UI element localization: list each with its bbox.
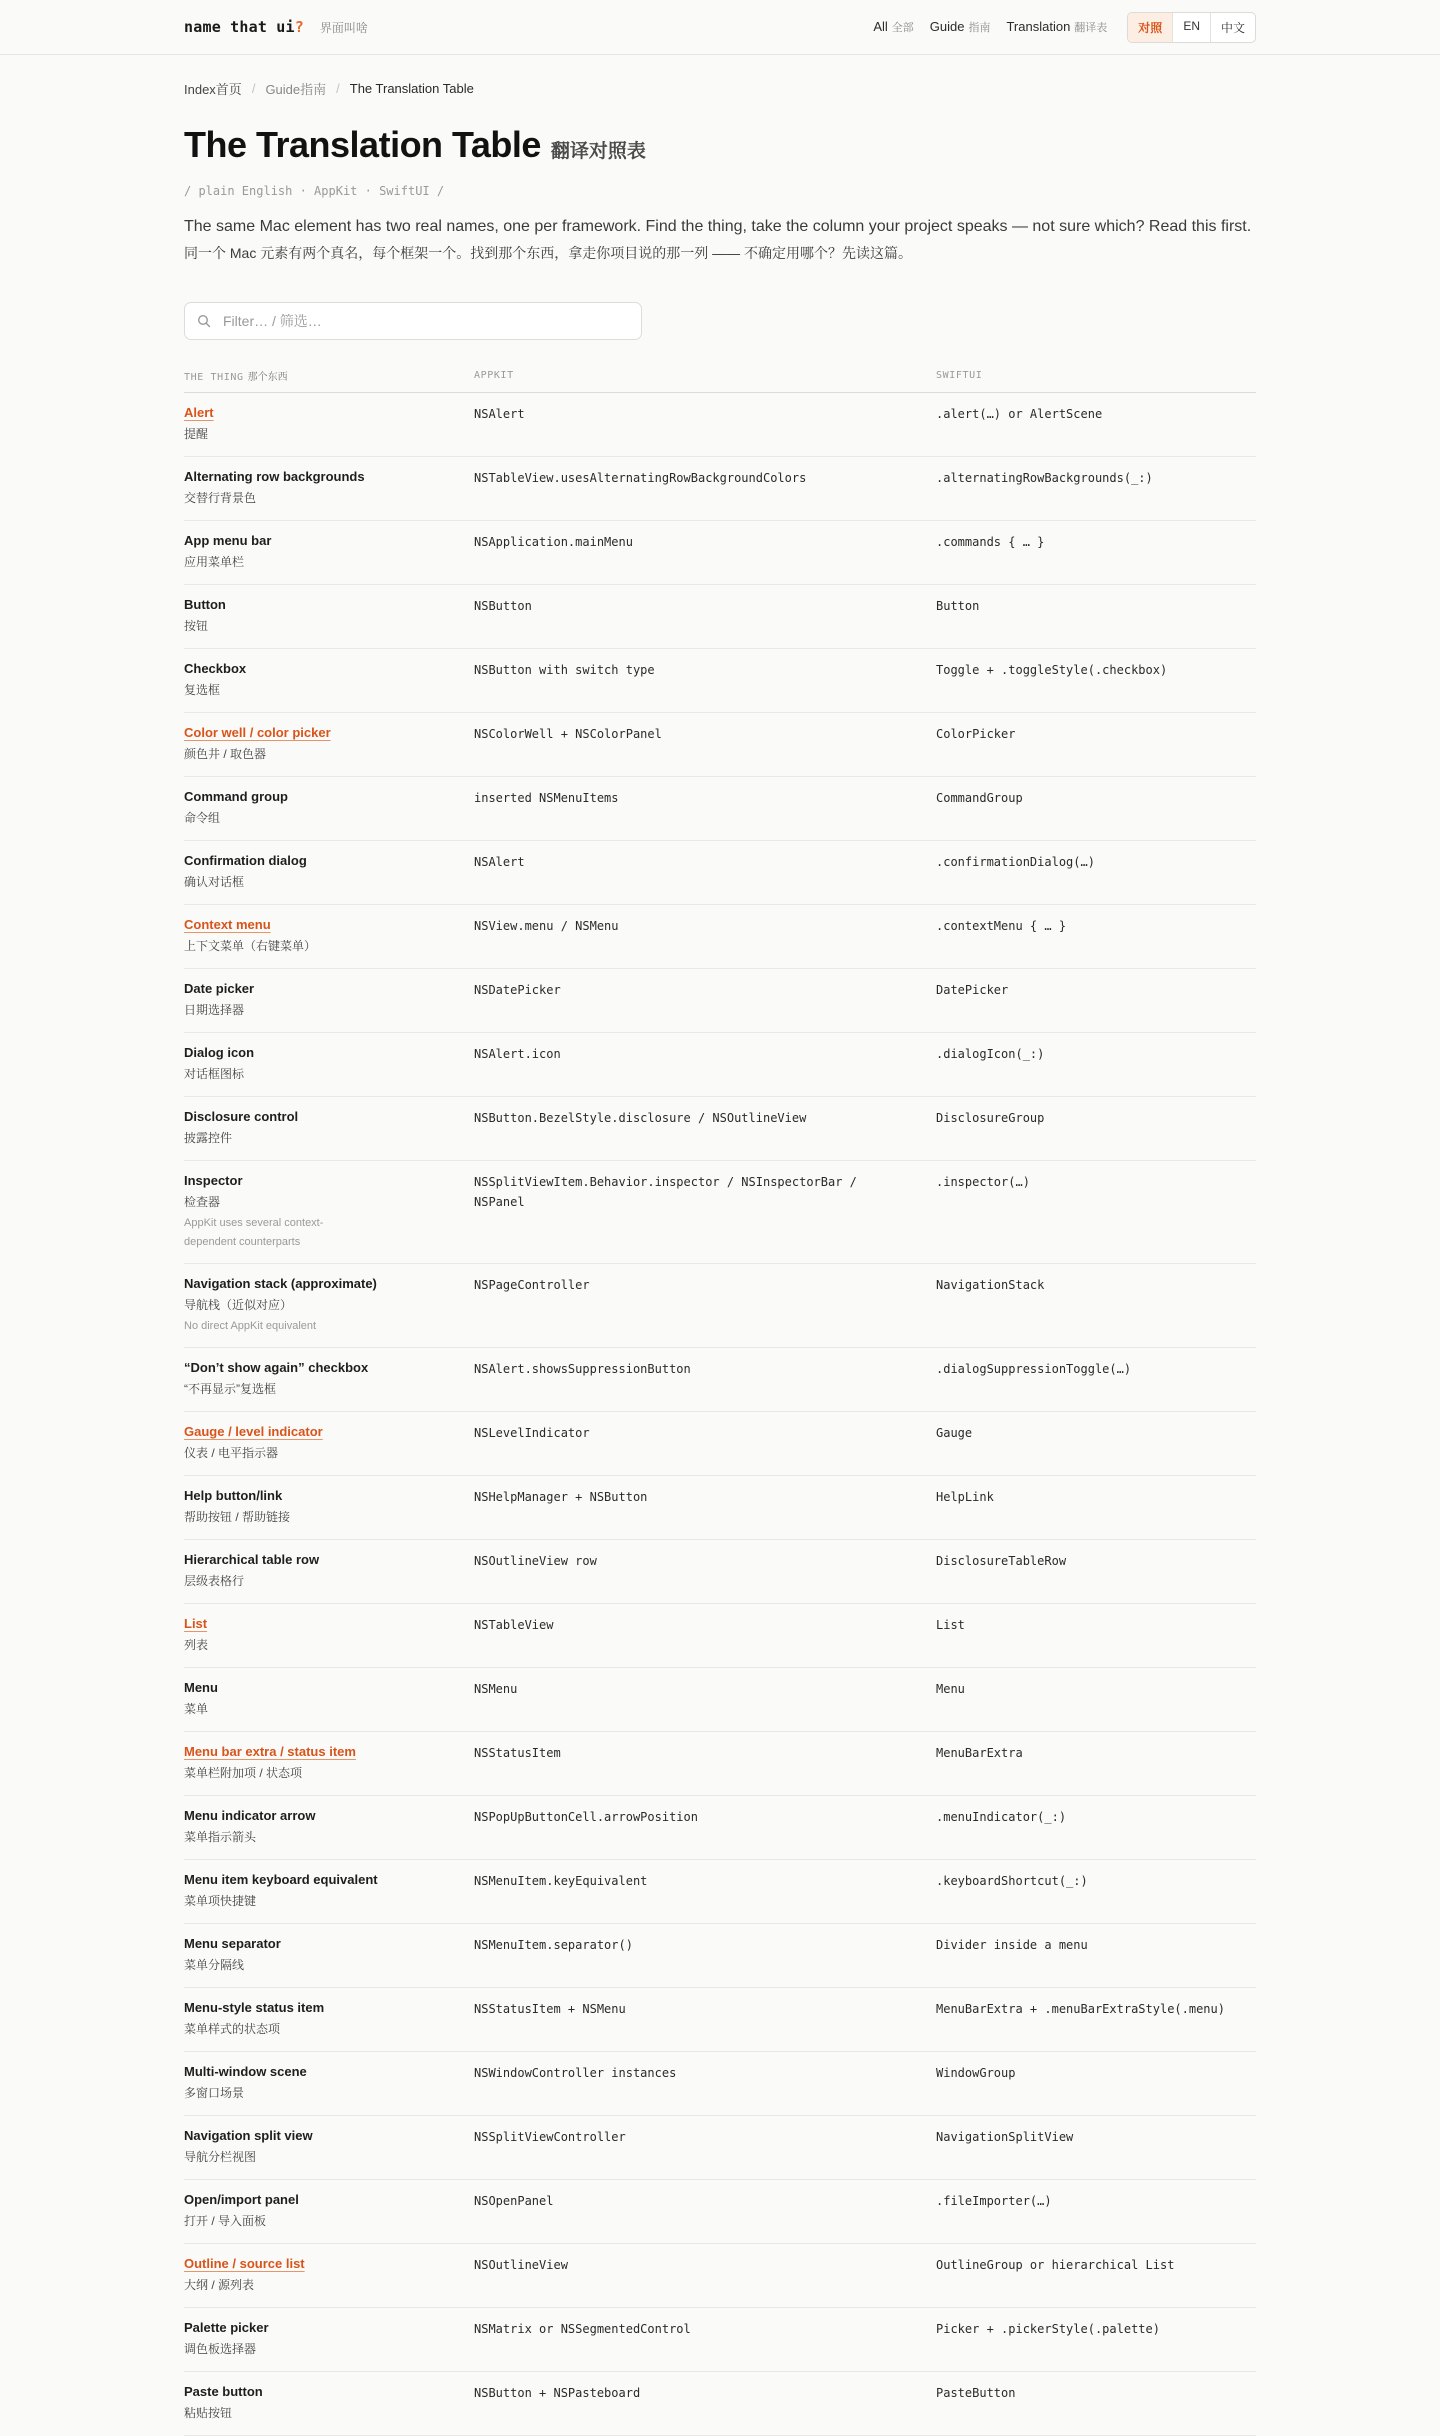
language-switcher — [1127, 12, 1256, 43]
nav-link-label: Translation — [1006, 19, 1071, 34]
thing-name-zh: 菜单栏附加项 / 状态项 — [184, 1766, 303, 1780]
table-row — [184, 2244, 1256, 2308]
appkit-cell — [474, 2255, 936, 2296]
appkit-code: NSButton — [474, 599, 532, 613]
thing-name-zh: 仪表 / 电平指示器 — [184, 1446, 279, 1460]
thing-cell — [184, 1275, 474, 1336]
thing-name: “Don’t show again” checkbox — [184, 1360, 369, 1375]
thing-name-zh: 菜单样式的状态项 — [184, 2022, 281, 2036]
table-body — [184, 393, 1256, 2436]
lead-text-en: The same Mac element has two real names, one per framework. Find the thing, take the column your project speaks — not sure which? Read this first. — [184, 218, 1252, 235]
thing-cell — [184, 1551, 474, 1592]
swiftui-cell — [936, 788, 1256, 829]
nav-link-all[interactable] — [873, 19, 913, 35]
table-row — [184, 1924, 1256, 1988]
thing-cell — [184, 404, 474, 445]
swiftui-cell — [936, 468, 1256, 509]
appkit-cell — [474, 2383, 936, 2424]
thing-name: Checkbox — [184, 661, 247, 676]
thing-link[interactable]: Color well / color picker — [184, 725, 331, 740]
thing-name: Inspector — [184, 1173, 243, 1188]
swiftui-code: .menuIndicator(_:) — [936, 1810, 1067, 1824]
nav-link-label-zh: 翻译表 — [1074, 22, 1108, 34]
swiftui-code: .dialogIcon(_:) — [936, 1047, 1045, 1061]
thing-cell — [184, 1423, 474, 1464]
thing-name: Menu-style status item — [184, 2000, 325, 2015]
thing-name-zh: 上下文菜单（右键菜单） — [184, 939, 317, 953]
thing-name-zh: 对话框图标 — [184, 1067, 245, 1081]
appkit-code: NSMenu — [474, 1682, 518, 1696]
lead-text-zh: 同一个 Mac 元素有两个真名，每个框架一个。找到那个东西，拿走你项目说的那一列 —— 不确定用哪个？先读这篇。 — [184, 245, 913, 261]
nav-link-label-zh: 全部 — [891, 22, 914, 34]
translation-table — [184, 358, 1256, 2436]
swiftui-code: Toggle + .toggleStyle(.checkbox) — [936, 663, 1168, 677]
swiftui-code: DisclosureTableRow — [936, 1554, 1067, 1568]
appkit-code: NSSplitViewItem.Behavior.inspector / NSInspectorBar / NSPanel — [474, 1175, 857, 1209]
thing-cell — [184, 2063, 474, 2104]
thing-name: Help button/link — [184, 1488, 283, 1503]
framework-line: / plain English · AppKit · SwiftUI / — [184, 184, 445, 198]
appkit-cell — [474, 1551, 936, 1592]
swiftui-code: .alert(…) or AlertScene — [936, 407, 1103, 421]
swiftui-cell — [936, 852, 1256, 893]
appkit-cell — [474, 2191, 936, 2232]
thing-cell — [184, 1172, 474, 1252]
swiftui-cell — [936, 2255, 1256, 2296]
language-option-bilingual[interactable]: 对照 — [1128, 13, 1172, 42]
nav-link-label: All — [873, 19, 888, 34]
nav-link-translation[interactable] — [1006, 19, 1107, 35]
appkit-code: NSColorWell + NSColorPanel — [474, 727, 662, 741]
thing-cell — [184, 596, 474, 637]
appkit-cell — [474, 1743, 936, 1784]
table-row — [184, 1668, 1256, 1732]
appkit-cell — [474, 1172, 936, 1252]
brand-name: name that ui — [184, 18, 295, 36]
breadcrumb-separator: / — [251, 81, 256, 96]
top-bar — [0, 0, 1440, 55]
swiftui-code: Button — [936, 599, 980, 613]
thing-name: Navigation stack (approximate) — [184, 1276, 377, 1291]
thing-cell — [184, 1871, 474, 1912]
appkit-code: NSAlert.showsSuppressionButton — [474, 1362, 691, 1376]
language-option-english[interactable]: EN — [1172, 13, 1210, 42]
thing-name-zh: 大纲 / 源列表 — [184, 2278, 255, 2292]
thing-cell — [184, 724, 474, 765]
thing-name-zh: 列表 — [184, 1638, 209, 1652]
appkit-cell — [474, 660, 936, 701]
appkit-cell — [474, 1999, 936, 2040]
thing-cell — [184, 1679, 474, 1720]
swiftui-cell — [936, 916, 1256, 957]
thing-name: Menu item keyboard equivalent — [184, 1872, 378, 1887]
column-header-thing — [184, 368, 474, 383]
thing-name-zh: 菜单分隔线 — [184, 1958, 245, 1972]
appkit-code: NSMenuItem.separator() — [474, 1938, 633, 1952]
thing-name: Dialog icon — [184, 1045, 255, 1060]
swiftui-cell — [936, 1423, 1256, 1464]
appkit-code: inserted NSMenuItems — [474, 791, 619, 805]
swiftui-cell — [936, 1551, 1256, 1592]
appkit-code: NSOutlineView row — [474, 1554, 597, 1568]
column-header-appkit: APPKIT — [474, 369, 514, 381]
thing-name-zh: 菜单 — [184, 1702, 209, 1716]
table-row — [184, 2372, 1256, 2436]
thing-note: No direct AppKit equivalent — [184, 1320, 317, 1332]
thing-name-zh: “不再显示”复选框 — [184, 1382, 276, 1396]
swiftui-code: NavigationSplitView — [936, 2130, 1074, 2144]
thing-cell — [184, 2255, 474, 2296]
brand-subtitle: 界面叫啥 — [319, 21, 368, 35]
appkit-cell — [474, 1423, 936, 1464]
table-row — [184, 1097, 1256, 1161]
thing-link[interactable]: Outline / source list — [184, 2256, 305, 2271]
thing-name-zh: 交替行背景色 — [184, 491, 257, 505]
column-header-thing-label: THE THING — [184, 371, 244, 383]
thing-cell — [184, 660, 474, 701]
swiftui-cell — [936, 2127, 1256, 2168]
thing-cell — [184, 1743, 474, 1784]
appkit-code: NSOutlineView — [474, 2258, 568, 2272]
table-row — [184, 905, 1256, 969]
table-row — [184, 1412, 1256, 1476]
thing-cell — [184, 2127, 474, 2168]
swiftui-cell — [936, 1615, 1256, 1656]
thing-name-zh: 确认对话框 — [184, 875, 245, 889]
swiftui-cell — [936, 2383, 1256, 2424]
thing-name: Open/import panel — [184, 2192, 299, 2207]
table-row — [184, 1348, 1256, 1412]
swiftui-cell — [936, 1487, 1256, 1528]
appkit-cell — [474, 1044, 936, 1085]
swiftui-code: .dialogSuppressionToggle(…) — [936, 1362, 1132, 1376]
appkit-code: NSTableView — [474, 1618, 554, 1632]
table-row — [184, 969, 1256, 1033]
thing-name-zh: 导航分栏视图 — [184, 2150, 257, 2164]
thing-name: Menu indicator arrow — [184, 1808, 316, 1823]
appkit-code: NSButton + NSPasteboard — [474, 2386, 641, 2400]
breadcrumb-guide[interactable]: Guide指南 — [265, 82, 327, 97]
swiftui-cell — [936, 980, 1256, 1021]
swiftui-code: HelpLink — [936, 1490, 994, 1504]
appkit-code: NSAlert.icon — [474, 1047, 561, 1061]
appkit-cell — [474, 1487, 936, 1528]
swiftui-cell — [936, 404, 1256, 445]
thing-cell — [184, 1359, 474, 1400]
thing-link[interactable]: List — [184, 1616, 208, 1631]
thing-name-zh: 应用菜单栏 — [184, 555, 245, 569]
appkit-code: NSButton with switch type — [474, 663, 655, 677]
appkit-cell — [474, 788, 936, 829]
table-row — [184, 2180, 1256, 2244]
swiftui-cell — [936, 1108, 1256, 1149]
breadcrumb-index[interactable]: Index首页 — [184, 82, 242, 97]
thing-name-zh: 检查器 — [184, 1195, 221, 1209]
thing-name-zh: 多窗口场景 — [184, 2086, 245, 2100]
swiftui-cell — [936, 1743, 1256, 1784]
thing-name-zh: 日期选择器 — [184, 1003, 245, 1017]
thing-cell — [184, 2319, 474, 2360]
swiftui-code: Divider inside a menu — [936, 1938, 1088, 1952]
swiftui-code: .alternatingRowBackgrounds(_:) — [936, 471, 1153, 485]
appkit-cell — [474, 2127, 936, 2168]
thing-name-zh: 颜色井 / 取色器 — [184, 747, 267, 761]
thing-name: Navigation split view — [184, 2128, 313, 2143]
swiftui-cell — [936, 1871, 1256, 1912]
thing-link[interactable]: Context menu — [184, 917, 271, 932]
swiftui-code: .keyboardShortcut(_:) — [936, 1874, 1088, 1888]
swiftui-code: .confirmationDialog(…) — [936, 855, 1095, 869]
appkit-cell — [474, 468, 936, 509]
swiftui-cell — [936, 1275, 1256, 1336]
thing-cell — [184, 1999, 474, 2040]
top-bar-inner — [184, 0, 1256, 54]
swiftui-code: .commands { … } — [936, 535, 1045, 549]
swiftui-cell — [936, 2063, 1256, 2104]
appkit-code: NSStatusItem — [474, 1746, 561, 1760]
thing-cell — [184, 788, 474, 829]
appkit-cell — [474, 1615, 936, 1656]
swiftui-code: WindowGroup — [936, 2066, 1016, 2080]
swiftui-cell — [936, 1999, 1256, 2040]
swiftui-cell — [936, 532, 1256, 573]
table-row — [184, 393, 1256, 457]
swiftui-code: DatePicker — [936, 983, 1009, 997]
swiftui-cell — [936, 2319, 1256, 2360]
search-icon — [197, 314, 211, 328]
table-row — [184, 2308, 1256, 2372]
filter-input[interactable] — [221, 312, 625, 330]
thing-cell — [184, 1615, 474, 1656]
thing-name-zh: 帮助按钮 / 帮助链接 — [184, 1510, 291, 1524]
appkit-cell — [474, 1359, 936, 1400]
thing-name-zh: 按钮 — [184, 619, 209, 633]
appkit-cell — [474, 404, 936, 445]
table-row — [184, 1161, 1256, 1264]
appkit-cell — [474, 1108, 936, 1149]
thing-cell — [184, 2191, 474, 2232]
thing-cell — [184, 468, 474, 509]
thing-cell — [184, 1935, 474, 1976]
swiftui-cell — [936, 596, 1256, 637]
thing-cell — [184, 1044, 474, 1085]
swiftui-code: .inspector(…) — [936, 1175, 1030, 1189]
swiftui-code: ColorPicker — [936, 727, 1016, 741]
appkit-code: NSWindowController instances — [474, 2066, 677, 2080]
appkit-code: NSButton.BezelStyle.disclosure / NSOutlineView — [474, 1111, 807, 1125]
swiftui-cell — [936, 660, 1256, 701]
swiftui-code: .fileImporter(…) — [936, 2194, 1052, 2208]
swiftui-cell — [936, 1359, 1256, 1400]
table-row — [184, 1604, 1256, 1668]
swiftui-code: Gauge — [936, 1426, 973, 1440]
table-row — [184, 649, 1256, 713]
appkit-code: NSMatrix or NSSegmentedControl — [474, 2322, 691, 2336]
breadcrumb-current: The Translation Table — [349, 81, 474, 96]
appkit-cell — [474, 1807, 936, 1848]
appkit-cell — [474, 1935, 936, 1976]
thing-name: Button — [184, 597, 226, 612]
swiftui-cell — [936, 1935, 1256, 1976]
thing-name-zh: 披露控件 — [184, 1131, 233, 1145]
brand-mark: ? — [294, 18, 304, 36]
appkit-code: NSView.menu / NSMenu — [474, 919, 619, 933]
thing-name: Palette picker — [184, 2320, 269, 2335]
thing-cell — [184, 980, 474, 1021]
appkit-cell — [474, 724, 936, 765]
thing-name: Menu — [184, 1680, 218, 1695]
appkit-code: NSOpenPanel — [474, 2194, 554, 2208]
table-row — [184, 777, 1256, 841]
thing-link[interactable]: Alert — [184, 405, 214, 420]
appkit-cell — [474, 916, 936, 957]
appkit-cell — [474, 2063, 936, 2104]
thing-link[interactable]: Menu bar extra / status item — [184, 1744, 356, 1759]
thing-name: App menu bar — [184, 533, 272, 548]
thing-name: Command group — [184, 789, 288, 804]
thing-name: Multi-window scene — [184, 2064, 307, 2079]
thing-name: Hierarchical table row — [184, 1552, 320, 1567]
thing-cell — [184, 532, 474, 573]
thing-name-zh: 提醒 — [184, 427, 209, 441]
table-row — [184, 841, 1256, 905]
swiftui-code: DisclosureGroup — [936, 1111, 1045, 1125]
table-row — [184, 713, 1256, 777]
breadcrumb-separator: / — [336, 81, 340, 96]
thing-name-zh: 导航栈（近似对应） — [184, 1298, 293, 1312]
thing-name-zh: 粘贴按钮 — [184, 2406, 233, 2420]
appkit-cell — [474, 1871, 936, 1912]
appkit-cell — [474, 852, 936, 893]
appkit-code: NSDatePicker — [474, 983, 561, 997]
thing-name-zh: 打开 / 导入面板 — [184, 2214, 267, 2228]
thing-note: AppKit uses several context-dependent counterparts — [184, 1217, 324, 1248]
appkit-cell — [474, 2319, 936, 2360]
thing-name-zh: 菜单指示箭头 — [184, 1830, 257, 1844]
thing-link[interactable]: Gauge / level indicator — [184, 1424, 323, 1439]
appkit-code: NSAlert — [474, 855, 525, 869]
table-row — [184, 2052, 1256, 2116]
thing-cell — [184, 1487, 474, 1528]
nav-link-guide[interactable] — [930, 19, 991, 35]
table-row — [184, 1860, 1256, 1924]
appkit-code: NSLevelIndicator — [474, 1426, 590, 1440]
appkit-code: NSSplitViewController — [474, 2130, 626, 2144]
thing-name: Disclosure control — [184, 1109, 299, 1124]
swiftui-code: Picker + .pickerStyle(.palette) — [936, 2322, 1160, 2336]
thing-name: Paste button — [184, 2384, 263, 2399]
thing-name: Menu separator — [184, 1936, 281, 1951]
table-row — [184, 457, 1256, 521]
swiftui-cell — [936, 724, 1256, 765]
column-header-thing-zh: 那个东西 — [247, 371, 288, 383]
appkit-code: NSApplication.mainMenu — [474, 535, 633, 549]
swiftui-cell — [936, 1044, 1256, 1085]
nav-link-label-zh: 指南 — [968, 22, 991, 34]
thing-cell — [184, 1807, 474, 1848]
language-option-chinese[interactable]: 中文 — [1210, 13, 1255, 42]
swiftui-code: .contextMenu { … } — [936, 919, 1067, 933]
table-row — [184, 521, 1256, 585]
main-nav — [857, 12, 1256, 43]
appkit-code: NSTableView.usesAlternatingRowBackgroundColors — [474, 471, 807, 485]
swiftui-code: MenuBarExtra — [936, 1746, 1023, 1760]
swiftui-code: PasteButton — [936, 2386, 1016, 2400]
thing-name: Date picker — [184, 981, 255, 996]
appkit-cell — [474, 1679, 936, 1720]
table-row — [184, 1540, 1256, 1604]
table-row — [184, 585, 1256, 649]
thing-cell — [184, 916, 474, 957]
table-row — [184, 1033, 1256, 1097]
thing-name: Alternating row backgrounds — [184, 469, 365, 484]
column-header-swiftui: SWIFTUI — [936, 369, 983, 381]
thing-name-zh: 命令组 — [184, 811, 221, 825]
table-header — [184, 358, 1256, 393]
swiftui-code: List — [936, 1618, 965, 1632]
breadcrumb — [184, 79, 1256, 98]
table-row — [184, 1796, 1256, 1860]
table-row — [184, 2116, 1256, 2180]
thing-name-zh: 菜单项快捷键 — [184, 1894, 257, 1908]
title-row — [184, 124, 1256, 166]
nav-link-label: Guide — [929, 19, 965, 34]
appkit-code: NSAlert — [474, 407, 525, 421]
swiftui-cell — [936, 1807, 1256, 1848]
thing-cell — [184, 2383, 474, 2424]
swiftui-code: MenuBarExtra + .menuBarExtraStyle(.menu) — [936, 2002, 1225, 2016]
swiftui-cell — [936, 2191, 1256, 2232]
thing-cell — [184, 1108, 474, 1149]
appkit-code: NSStatusItem + NSMenu — [474, 2002, 626, 2016]
page-title-zh: 翻译对照表 — [550, 141, 646, 162]
appkit-cell — [474, 1275, 936, 1336]
thing-name: Confirmation dialog — [184, 853, 307, 868]
appkit-cell — [474, 532, 936, 573]
appkit-code: NSMenuItem.keyEquivalent — [474, 1874, 648, 1888]
thing-name-zh: 复选框 — [184, 683, 221, 697]
thing-name-zh: 层级表格行 — [184, 1574, 245, 1588]
table-row — [184, 1988, 1256, 2052]
swiftui-code: OutlineGroup or hierarchical List — [936, 2258, 1175, 2272]
brand[interactable] — [184, 18, 368, 36]
swiftui-cell — [936, 1679, 1256, 1720]
appkit-code: NSPageController — [474, 1278, 590, 1292]
appkit-code: NSHelpManager + NSButton — [474, 1490, 648, 1504]
thing-name-zh: 调色板选择器 — [184, 2342, 257, 2356]
appkit-cell — [474, 980, 936, 1021]
swiftui-code: Menu — [936, 1682, 965, 1696]
table-row — [184, 1264, 1256, 1348]
swiftui-code: CommandGroup — [936, 791, 1023, 805]
table-row — [184, 1476, 1256, 1540]
thing-cell — [184, 852, 474, 893]
appkit-code: NSPopUpButtonCell.arrowPosition — [474, 1810, 698, 1824]
filter-box[interactable] — [184, 302, 642, 340]
main-content — [184, 55, 1256, 2436]
appkit-cell — [474, 596, 936, 637]
page-title: The Translation Table — [184, 124, 541, 165]
swiftui-code: NavigationStack — [936, 1278, 1045, 1292]
swiftui-cell — [936, 1172, 1256, 1252]
table-row — [184, 1732, 1256, 1796]
